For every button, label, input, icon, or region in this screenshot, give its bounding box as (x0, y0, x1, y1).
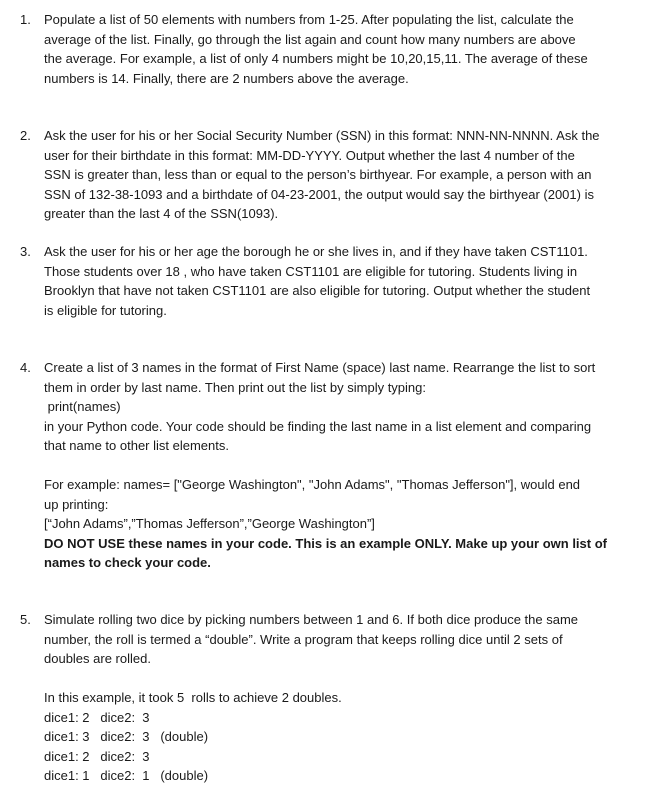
text-line: Ask the user for his or her Social Security Number (SSN) in this format: NNN-NN-NNNN. Ask the (44, 128, 600, 143)
warning-line: DO NOT USE these names in your code. This is an example ONLY. Make up your own list of (44, 535, 607, 551)
text-line: greater than the last 4 of the SSN(1093). (44, 206, 279, 221)
example-line: dice1: 3 dice2: 3 (double) (44, 729, 209, 744)
text-line: user for their birthdate in this format: MM-DD-YYYY. Output whether the last 4 number of the (44, 147, 575, 163)
item-number: 3. (20, 244, 31, 259)
text-line: SSN is greater than, less than or equal to the person’s birthyear. For example, a person with an (44, 167, 592, 182)
text-line: Those students over 18 , who have taken CST1101 are eligible for tutoring. Students living in (44, 263, 578, 279)
text-line: doubles are rolled. (44, 651, 151, 666)
text-line: in your Python code. Your code should be finding the last name in a list element and comparing (44, 418, 592, 434)
example-line: [“John Adams”,”Thomas Jefferson”,”George Washington”] (44, 516, 375, 531)
text-line: Brooklyn that have not taken CST1101 are also eligible for tutoring. Output whether the student (44, 283, 591, 298)
item-body (44, 610, 634, 786)
text-line: SSN of 132-38-1093 and a birthdate of 04-23-2001, the output would say the birthyear (2001) is (44, 186, 594, 202)
item-number: 4. (20, 360, 31, 375)
example-line: dice1: 1 dice2: 1 (double) (44, 768, 209, 783)
text-line: is eligible for tutoring. (44, 302, 167, 318)
text-line: number, the roll is termed a “double”. Write a program that keeps rolling dice until 2 sets of (44, 631, 563, 647)
code-line: print(names) (44, 399, 121, 414)
item-body (44, 10, 634, 88)
warning-line: names to check your code. (44, 555, 211, 570)
item-number: 2. (20, 128, 31, 143)
item-number: 5. (20, 612, 31, 627)
text-line: Simulate rolling two dice by picking numbers between 1 and 6. If both dice produce the same (44, 612, 579, 627)
example-line: up printing: (44, 496, 109, 512)
text-line: average of the list. Finally, go through the list again and count how many numbers are above (44, 31, 576, 47)
item-body (44, 126, 634, 224)
text-line: them in order by last name. Then print out the list by simply typing: (44, 379, 426, 395)
text-line: Create a list of 3 names in the format of First Name (space) last name. Rearrange the list to sort (44, 360, 596, 375)
text-line: that name to other list elements. (44, 438, 229, 453)
spacer (44, 456, 634, 476)
example-line: dice1: 2 dice2: 3 (44, 709, 150, 725)
item-body (44, 358, 634, 573)
spacer (44, 669, 634, 689)
example-line: In this example, it took 5 rolls to achieve 2 doubles. (44, 690, 342, 705)
example-line: dice1: 2 dice2: 3 (44, 748, 150, 764)
text-line: Populate a list of 50 elements with numbers from 1-25. After populating the list, calculate the (44, 12, 574, 27)
item-body (44, 242, 634, 320)
text-line: numbers is 14. Finally, there are 2 numbers above the average. (44, 70, 409, 86)
text-line: the average. For example, a list of only 4 numbers might be 10,20,15,11. The average of these (44, 51, 588, 66)
text-line: Ask the user for his or her age the borough he or she lives in, and if they have taken CST1101. (44, 244, 588, 259)
example-line: For example: names= ["George Washington", "John Adams", "Thomas Jefferson"], would end (44, 477, 581, 492)
item-number: 1. (20, 12, 31, 27)
